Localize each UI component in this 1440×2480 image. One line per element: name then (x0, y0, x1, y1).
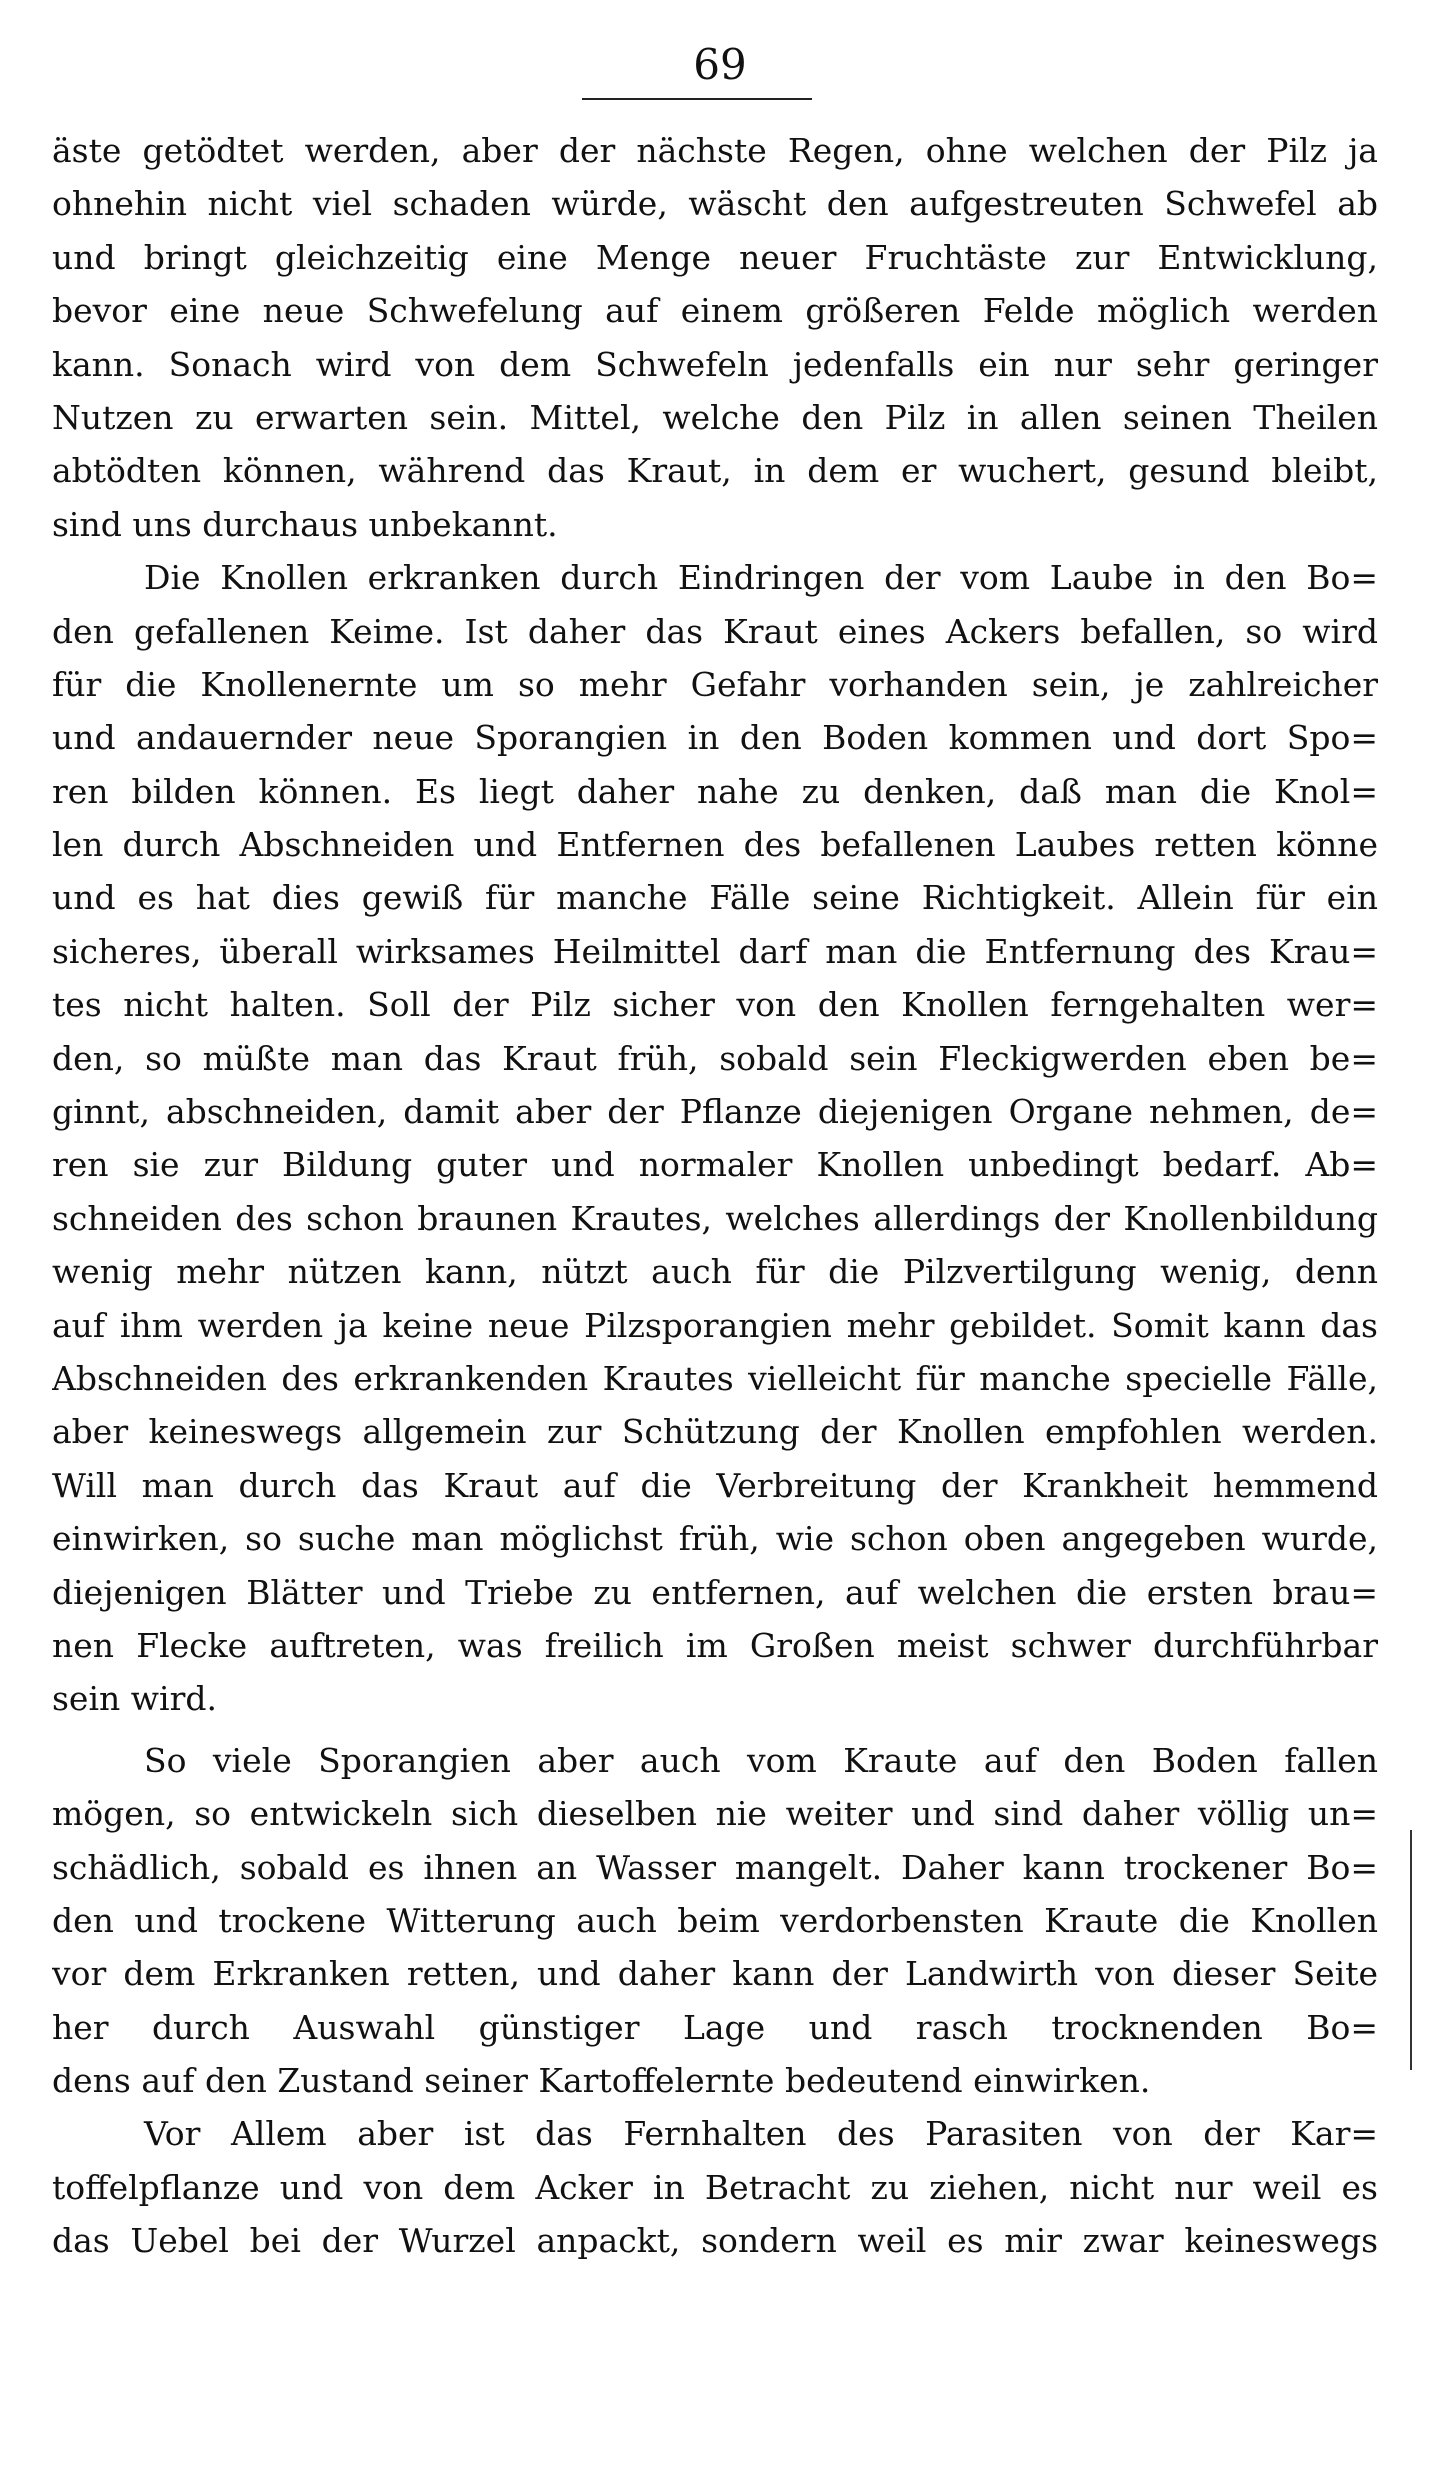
paragraph (52, 2107, 1378, 2267)
text-line: toffelpflanze und von dem Acker in Betracht zu ziehen, nicht nur weil es (52, 2167, 1378, 2207)
text-line: sind uns durchaus unbekannt. (52, 504, 558, 544)
text-line: den, so müßte man das Kraut früh, sobald sein Fleckigwerden eben be= (52, 1038, 1378, 1078)
text-line: her durch Auswahl günstiger Lage und rasch trocknenden Bo= (52, 2007, 1378, 2047)
text-line: schneiden des schon braunen Krautes, welches allerdings der Knollenbildung (52, 1198, 1378, 1238)
text-line: Vor Allem aber ist das Fernhalten des Parasiten von der Kar= (144, 2114, 1378, 2154)
text-line: kann. Sonach wird von dem Schwefeln jedenfalls ein nur sehr geringer (52, 344, 1378, 384)
text-line: auf ihm werden ja keine neue Pilzsporangien mehr gebildet. Somit kann das (52, 1305, 1378, 1345)
text-line: ginnt, abschneiden, damit aber der Pflanze diejenigen Organe nehmen, de= (52, 1092, 1378, 1132)
text-line: len durch Abschneiden und Entfernen des befallenen Laubes retten könne (52, 825, 1378, 865)
text-line: schädlich, sobald es ihnen an Wasser mangelt. Daher kann trockener Bo= (52, 1847, 1378, 1887)
text-line: Abschneiden des erkrankenden Krautes vielleicht für manche specielle Fälle, (52, 1358, 1378, 1398)
text-line: den gefallenen Keime. Ist daher das Kraut eines Ackers befallen, so wird (52, 611, 1378, 651)
body-text (52, 124, 1378, 2268)
text-line: nen Flecke auftreten, was freilich im Großen meist schwer durchführbar (52, 1625, 1378, 1665)
text-line: abtödten können, während das Kraut, in dem er wuchert, gesund bleibt, (52, 451, 1378, 491)
text-line: mögen, so entwickeln sich dieselben nie weiter und sind daher völlig un= (52, 1794, 1378, 1834)
text-line: So viele Sporangien aber auch vom Kraute auf den Boden fallen (144, 1740, 1378, 1780)
text-line: bevor eine neue Schwefelung auf einem größeren Felde möglich werden (52, 291, 1378, 331)
text-line: diejenigen Blätter und Triebe zu entfernen, auf welchen die ersten brau= (52, 1572, 1378, 1612)
text-line: aber keineswegs allgemein zur Schützung der Knollen empfohlen werden. (52, 1412, 1378, 1452)
text-line: den und trockene Witterung auch beim verdorbensten Kraute die Knollen (52, 1900, 1378, 1940)
text-line: und es hat dies gewiß für manche Fälle seine Richtigkeit. Allein für ein (52, 878, 1378, 918)
text-line: das Uebel bei der Wurzel anpackt, sondern weil es mir zwar keineswegs (52, 2221, 1378, 2261)
text-line: ohnehin nicht viel schaden würde, wäscht den aufgestreuten Schwefel ab (52, 184, 1378, 224)
page-number: 69 (693, 40, 747, 89)
header-rule (582, 98, 812, 100)
text-line: Will man durch das Kraut auf die Verbreitung der Krankheit hemmend (52, 1465, 1378, 1505)
paragraph (52, 1734, 1378, 2108)
text-line: und andauernder neue Sporangien in den Boden kommen und dort Spo= (52, 718, 1378, 758)
text-line: äste getödtet werden, aber der nächste Regen, ohne welchen der Pilz ja (52, 131, 1378, 170)
text-line: wenig mehr nützen kann, nützt auch für die Pilzvertilgung wenig, denn (52, 1252, 1378, 1292)
text-line: tes nicht halten. Soll der Pilz sicher von den Knollen ferngehalten wer= (52, 985, 1378, 1025)
text-line: Nutzen zu erwarten sein. Mittel, welche den Pilz in allen seinen Theilen (52, 397, 1378, 437)
text-line: vor dem Erkranken retten, und daher kann der Landwirth von dieser Seite (52, 1954, 1378, 1994)
paragraph (52, 124, 1378, 551)
paragraph (52, 551, 1378, 1726)
text-line: sicheres, überall wirksames Heilmittel darf man die Entfernung des Krau= (52, 931, 1378, 971)
text-line: ren bilden können. Es liegt daher nahe zu denken, daß man die Knol= (52, 771, 1378, 811)
text-line: sein wird. (52, 1679, 217, 1719)
text-line: dens auf den Zustand seiner Kartoffelernte bedeutend einwirken. (52, 2061, 1151, 2101)
text-line: für die Knollenernte um so mehr Gefahr vorhanden sein, je zahlreicher (52, 664, 1378, 704)
text-line: einwirken, so suche man möglichst früh, wie schon oben angegeben wurde, (52, 1519, 1378, 1559)
margin-mark (1410, 1830, 1412, 2070)
text-line: ren sie zur Bildung guter und normaler Knollen unbedingt bedarf. Ab= (52, 1145, 1378, 1185)
text-line: Die Knollen erkranken durch Eindringen der vom Laube in den Bo= (144, 558, 1378, 598)
text-line: und bringt gleichzeitig eine Menge neuer Fruchtäste zur Entwicklung, (52, 237, 1378, 277)
